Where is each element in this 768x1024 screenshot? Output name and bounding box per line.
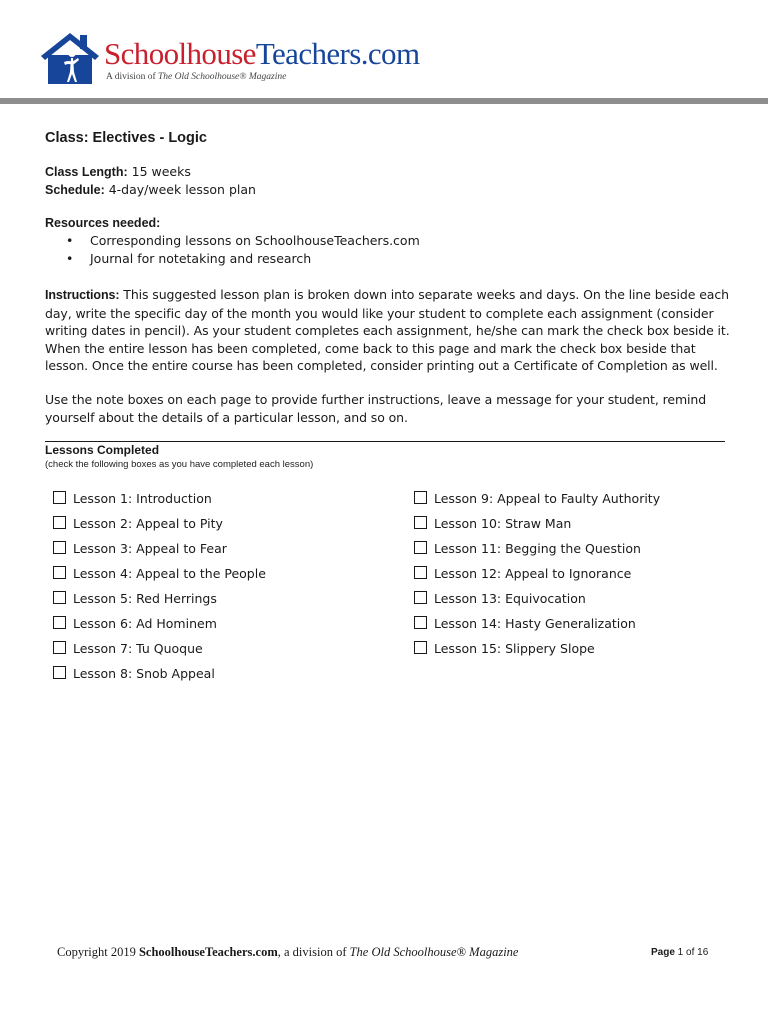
instructions-paragraph xyxy=(45,286,735,375)
resource-item-text: Journal for notetaking and research xyxy=(90,251,312,266)
lesson-label: Lesson 3: Appeal to Fear xyxy=(73,541,227,556)
section-rule xyxy=(45,441,725,442)
footer-site-name: SchoolhouseTeachers.com xyxy=(138,945,278,959)
lesson-checkbox[interactable] xyxy=(414,591,427,604)
lesson-label: Lesson 11: Begging the Question xyxy=(434,541,641,556)
logo-part-schoolhouse: Schoolhouse xyxy=(104,36,256,71)
lesson-checkbox[interactable] xyxy=(53,616,66,629)
schoolhouse-logo-icon xyxy=(40,32,100,84)
footer-copyright xyxy=(57,945,518,960)
lesson-label: Lesson 5: Red Herrings xyxy=(73,591,217,606)
schedule-label: Schedule: xyxy=(45,183,105,197)
page-number xyxy=(651,947,708,958)
lessons-completed-title: Lessons Completed xyxy=(45,443,160,457)
logo-subtitle-prefix: A division of xyxy=(106,72,158,82)
lesson-checkbox[interactable] xyxy=(414,616,427,629)
footer-copyright-prefix: Copyright 2019 xyxy=(57,945,139,959)
lesson-checkbox[interactable] xyxy=(414,541,427,554)
instructions-label: Instructions: xyxy=(45,288,120,302)
lesson-checkbox[interactable] xyxy=(414,491,427,504)
schedule-value: 4-day/week lesson plan xyxy=(104,182,256,197)
class-length-line xyxy=(45,164,191,179)
header-divider-bar xyxy=(0,98,768,104)
resource-item-text: Corresponding lessons on SchoolhouseTeachers.com xyxy=(90,233,420,248)
lesson-label: Lesson 1: Introduction xyxy=(73,491,212,506)
logo-subtitle xyxy=(106,72,286,82)
lesson-checkbox[interactable] xyxy=(53,516,66,529)
lesson-label: Lesson 2: Appeal to Pity xyxy=(73,516,223,531)
lesson-checkbox[interactable] xyxy=(53,541,66,554)
lesson-checkbox[interactable] xyxy=(414,641,427,654)
resource-item xyxy=(66,233,420,248)
lesson-label: Lesson 13: Equivocation xyxy=(434,591,586,606)
logo-part-teachers: Teachers.com xyxy=(255,36,420,71)
note-boxes-paragraph: Use the note boxes on each page to provide further instructions, leave a message for your student, remind yourself about the details of a particular lesson, and so on. xyxy=(45,392,707,425)
lesson-checkbox[interactable] xyxy=(53,591,66,604)
lesson-label: Lesson 9: Appeal to Faulty Authority xyxy=(434,491,661,506)
bullet-icon: • xyxy=(66,251,74,266)
lesson-label: Lesson 15: Slippery Slope xyxy=(434,641,595,656)
lesson-checkbox[interactable] xyxy=(53,566,66,579)
lesson-checkbox[interactable] xyxy=(414,516,427,529)
lesson-label: Lesson 7: Tu Quoque xyxy=(73,641,203,656)
lesson-label: Lesson 4: Appeal to the People xyxy=(73,566,266,581)
class-title: Class: Electives - Logic xyxy=(45,130,207,146)
class-length-label: Class Length: xyxy=(45,165,128,179)
page-label: Page xyxy=(651,947,675,958)
resources-label: Resources needed: xyxy=(45,216,161,230)
lesson-label: Lesson 14: Hasty Generalization xyxy=(434,616,636,631)
bullet-icon: • xyxy=(66,233,74,248)
lesson-label: Lesson 8: Snob Appeal xyxy=(73,666,215,681)
lesson-checkbox[interactable] xyxy=(414,566,427,579)
lesson-label: Lesson 12: Appeal to Ignorance xyxy=(434,566,632,581)
lesson-checkbox[interactable] xyxy=(53,666,66,679)
class-length-value: 15 weeks xyxy=(127,164,191,179)
instructions-text: This suggested lesson plan is broken down into separate weeks and days. On the line beside each day, write the specific day of the month you would like your student to complete each assignment (consider writing dates in pencil). As your student completes each assignment, he/she can mark the check box beside it. When the entire lesson has been completed, come back to this page and mark the check box beside that lesson. Once the entire course has been completed, consider printing out a Certificate of Completion as well. xyxy=(45,287,730,373)
logo-subtitle-magazine: The Old Schoolhouse® Magazine xyxy=(158,72,287,82)
footer-division-text: , a division of xyxy=(277,945,350,959)
lesson-label: Lesson 6: Ad Hominem xyxy=(73,616,217,631)
lessons-completed-note: (check the following boxes as you have completed each lesson) xyxy=(45,459,314,470)
schedule-line xyxy=(45,182,256,197)
logo-wordmark xyxy=(104,37,419,71)
lesson-label: Lesson 10: Straw Man xyxy=(434,516,572,531)
footer-magazine-name: The Old Schoolhouse® Magazine xyxy=(349,945,519,959)
page-count: 1 of 16 xyxy=(674,947,709,958)
resource-item xyxy=(66,251,311,266)
lesson-checkbox[interactable] xyxy=(53,491,66,504)
lesson-checkbox[interactable] xyxy=(53,641,66,654)
